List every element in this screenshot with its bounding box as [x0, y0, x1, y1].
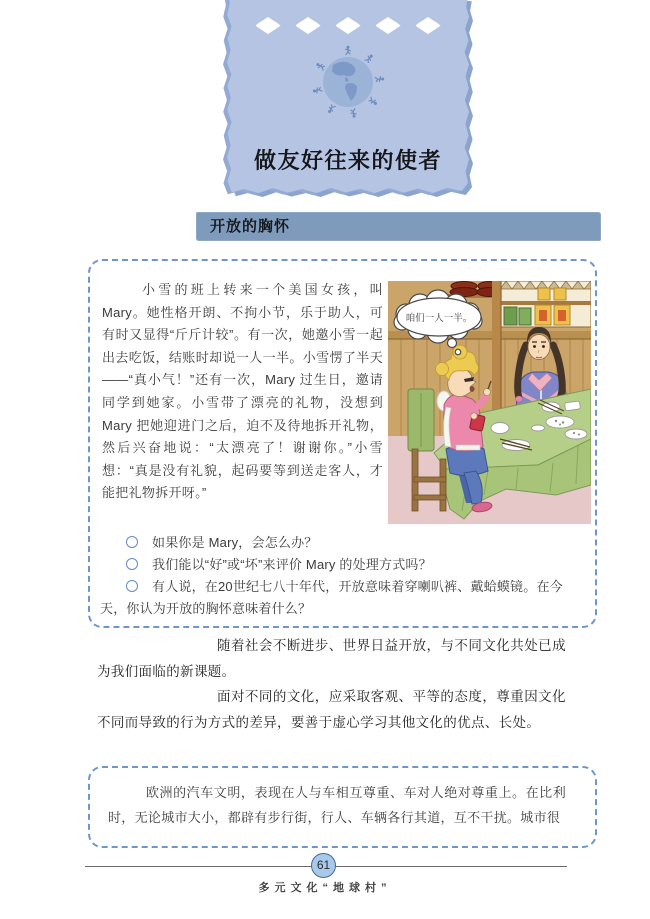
section-header-bar	[196, 212, 601, 241]
section-title: 开放的胸怀	[210, 218, 291, 235]
bullet-circle-icon	[126, 536, 138, 548]
diamond-icon	[336, 17, 361, 34]
story-box	[88, 259, 597, 628]
question-text: 如果你是 Mary，会怎么办？	[152, 535, 318, 550]
diamond-icon	[376, 17, 401, 34]
note-text: 欧洲的汽车文明，表现在人与车相互尊重、车对人绝对尊重上。在比利时，无论城市大小，都辟有步行街，行人、车辆各行其道，互不干扰。城市很	[108, 785, 566, 825]
note-box	[88, 766, 597, 848]
diamond-row	[227, 17, 469, 34]
question-text: 有人说，在20世纪七八十年代，开放意味着穿喇叭裤、戴蛤蟆镜。在今天，你认为开放的胸怀意味着什么？	[100, 579, 563, 616]
bullet-circle-icon	[126, 558, 138, 570]
diamond-icon	[416, 17, 441, 34]
footer-caption: 多元文化“地球村”	[258, 882, 392, 894]
question-list	[90, 532, 595, 620]
diamond-icon	[296, 17, 321, 34]
page-number-badge: 61	[311, 853, 336, 878]
body-paragraph: 随着社会不断进步、世界日益开放，与不同文化共处已成为我们面临的新课题。	[97, 638, 566, 679]
body-paragraph: 面对不同的文化，应采取客观、平等的态度，尊重因文化不同而导致的行为方式的差异，要善于虚心学习其他文化的优点、长处。	[97, 689, 566, 730]
bullet-circle-icon	[126, 580, 138, 592]
chapter-banner	[227, 0, 469, 193]
body-copy	[97, 633, 566, 735]
diamond-icon	[256, 17, 281, 34]
question-item	[100, 576, 585, 620]
story-illustration	[388, 281, 591, 524]
question-item	[100, 554, 585, 576]
question-text: 我们能以“好”或“坏”来评价 Mary 的处理方式吗？	[152, 557, 432, 572]
globe-icon	[307, 41, 389, 128]
story-text: 小雪的班上转来一个美国女孩，叫Mary。她性格开朗、不拘小节，乐于助人，可有时又显得“斤斤计较”。有一次，她邀小雪一起出去吃饭，结账时却说一人一半。小雪愣了半天——“真小气！”还有一次，Mary 过生日，邀请同学到她家。小雪带了漂亮的礼物，没想到 Mary 把她迎进门之后，迫不及待地拆开礼物，然后兴奋地说：“太漂亮了！谢谢你。”小雪想：“真是没有礼貌，起码要等到送走客人，才能把礼物拆开呀。”	[102, 282, 383, 501]
chapter-title: 做友好往来的使者	[253, 148, 442, 173]
question-item	[100, 532, 585, 554]
speech-bubble-text: 咱们一人一半。	[405, 313, 473, 324]
